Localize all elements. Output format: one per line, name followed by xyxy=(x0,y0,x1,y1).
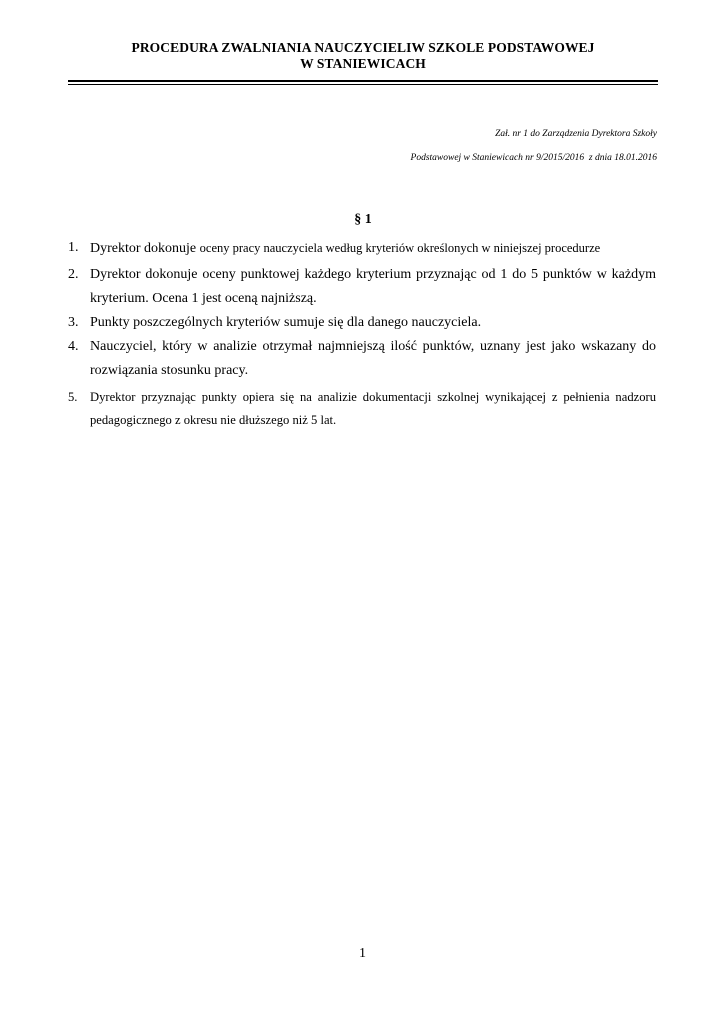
list-item-text: oceny pracy nauczyciela według kryteriów określonych w niniejszej procedurze xyxy=(199,241,601,255)
list-item xyxy=(68,263,656,311)
document-title-line-1: PROCEDURA ZWALNIANIA NAUCZYCIELIW SZKOLE PODSTAWOWEJ xyxy=(131,40,595,55)
document-title-line-2: W STANIEWICACH xyxy=(300,56,426,71)
list-item-lead-text: Dyrektor dokonuje xyxy=(90,241,200,256)
document-title xyxy=(68,40,658,72)
procedure-list xyxy=(68,236,656,432)
list-item-text: Dyrektor przyznając punkty opiera się na analizie dokumentacji szkolnej wynikającej z pełnienia nadzoru pedagogicznego z okresu nie dłuższego niż 5 lat. xyxy=(90,390,656,427)
list-item-text: Punkty poszczególnych kryteriów sumuje się dla danego nauczyciela. xyxy=(90,315,482,330)
list-item xyxy=(68,386,656,432)
section-heading: § 1 xyxy=(354,212,372,227)
attachment-note-line-1: Zał. nr 1 do Zarządzenia Dyrektora Szkoły xyxy=(495,129,657,139)
list-item-text: Dyrektor dokonuje oceny punktowej każdego kryterium przyznając od 1 do 5 punktów w każdym kryterium. Ocena 1 jest oceną najniższą. xyxy=(90,267,656,306)
list-item-number: 1. xyxy=(68,240,79,255)
list-item xyxy=(68,335,656,383)
list-item-text: Nauczyciel, który w analizie otrzymał najmniejszą ilość punktów, uznany jest jako wskazany do rozwiązania stosunku pracy. xyxy=(90,339,656,378)
list-item xyxy=(68,311,656,335)
list-item-number: 2. xyxy=(68,267,79,282)
header-divider-thin xyxy=(68,84,658,85)
attachment-note-line-2: Podstawowej w Staniewicach nr 9/2015/2016 z dnia 18.01.2016 xyxy=(410,153,657,163)
list-item-number: 5. xyxy=(68,390,78,404)
page-number: 1 xyxy=(359,946,366,961)
list-item-number: 4. xyxy=(68,339,79,354)
header-divider-thick xyxy=(68,80,658,82)
list-item-number: 3. xyxy=(68,315,79,330)
attachment-note xyxy=(237,122,657,170)
list-item xyxy=(68,236,656,261)
